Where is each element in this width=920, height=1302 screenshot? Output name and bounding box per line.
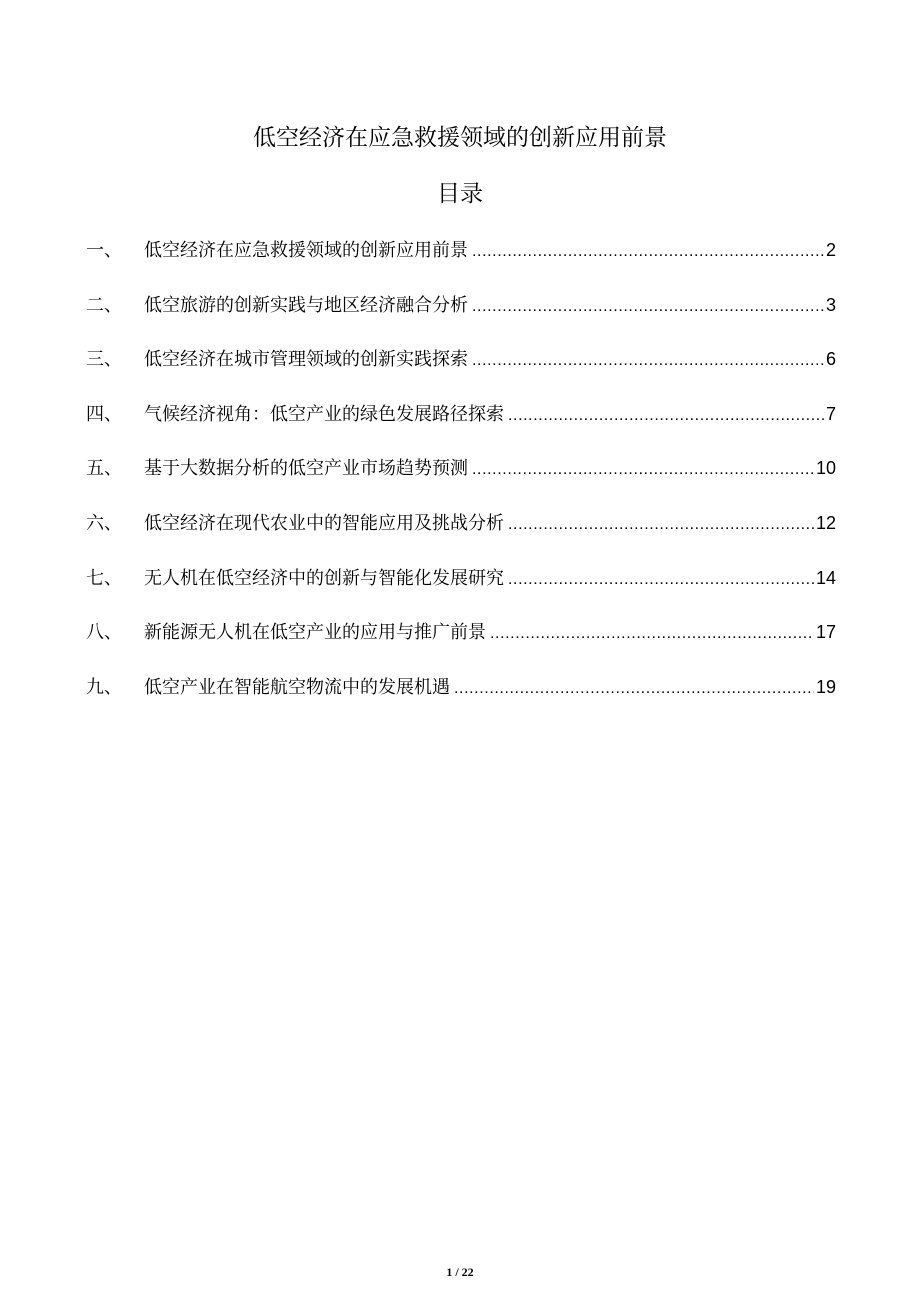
toc-entry-title: 低空经济在现代农业中的智能应用及挑战分析 [144, 512, 504, 534]
toc-entry[interactable] [86, 667, 836, 722]
toc-entry[interactable] [86, 339, 836, 394]
page-indicator: 1 / 22 [446, 1265, 474, 1279]
toc-entry-title: 低空旅游的创新实践与地区经济融合分析 [144, 294, 468, 316]
toc-entry[interactable] [86, 612, 836, 667]
toc-entry-page: 12 [815, 512, 836, 533]
table-of-contents [86, 230, 836, 721]
toc-entry-page: 2 [825, 240, 836, 260]
toc-dot-leader [508, 560, 814, 600]
toc-entry-number: 二、 [86, 294, 122, 316]
toc-entry-page: 17 [815, 622, 836, 643]
toc-entry-number: 五、 [86, 458, 122, 480]
toc-entry[interactable] [86, 448, 836, 503]
toc-entry-page: 19 [815, 676, 836, 697]
toc-entry-title: 新能源无人机在低空产业的应用与推广前景 [144, 622, 486, 644]
toc-dot-leader [454, 669, 814, 709]
toc-entry-title: 基于大数据分析的低空产业市场趋势预测 [144, 458, 468, 480]
toc-entry-number: 一、 [86, 240, 122, 261]
toc-entry-title: 无人机在低空经济中的创新与智能化发展研究 [144, 567, 504, 589]
toc-entry-title: 低空经济在应急救援领域的创新应用前景 [144, 240, 468, 261]
document-title: 低空经济在应急救援领域的创新应用前景 [253, 125, 667, 151]
toc-entry-number: 三、 [86, 349, 122, 371]
toc-entry[interactable] [86, 558, 836, 613]
toc-dot-leader [508, 396, 824, 436]
toc-entry-page: 3 [825, 294, 836, 315]
toc-entry[interactable] [86, 394, 836, 449]
toc-entry-title: 低空经济在城市管理领域的创新实践探索 [144, 349, 468, 371]
toc-dot-leader [472, 450, 814, 490]
toc-dot-leader [490, 614, 814, 654]
toc-entry-page: 10 [815, 458, 836, 479]
toc-heading: 目录 [437, 181, 483, 207]
toc-dot-leader [508, 505, 814, 545]
toc-entry-title: 低空产业在智能航空物流中的发展机遇 [144, 676, 450, 698]
toc-dot-leader [472, 287, 824, 327]
toc-entry-number: 八、 [86, 622, 122, 644]
toc-entry[interactable] [86, 503, 836, 558]
toc-entry[interactable] [86, 285, 836, 340]
toc-entry-number: 九、 [86, 676, 122, 698]
toc-entry-number: 四、 [86, 403, 122, 425]
toc-entry-title: 气候经济视角：低空产业的绿色发展路径探索 [144, 403, 504, 425]
toc-dot-leader [472, 341, 824, 381]
toc-entry[interactable] [86, 230, 836, 285]
toc-entry-page: 7 [825, 403, 836, 424]
toc-dot-leader [472, 232, 824, 272]
toc-entry-number: 七、 [86, 567, 122, 589]
toc-entry-page: 6 [825, 349, 836, 370]
toc-entry-number: 六、 [86, 512, 122, 534]
toc-entry-page: 14 [815, 567, 836, 588]
